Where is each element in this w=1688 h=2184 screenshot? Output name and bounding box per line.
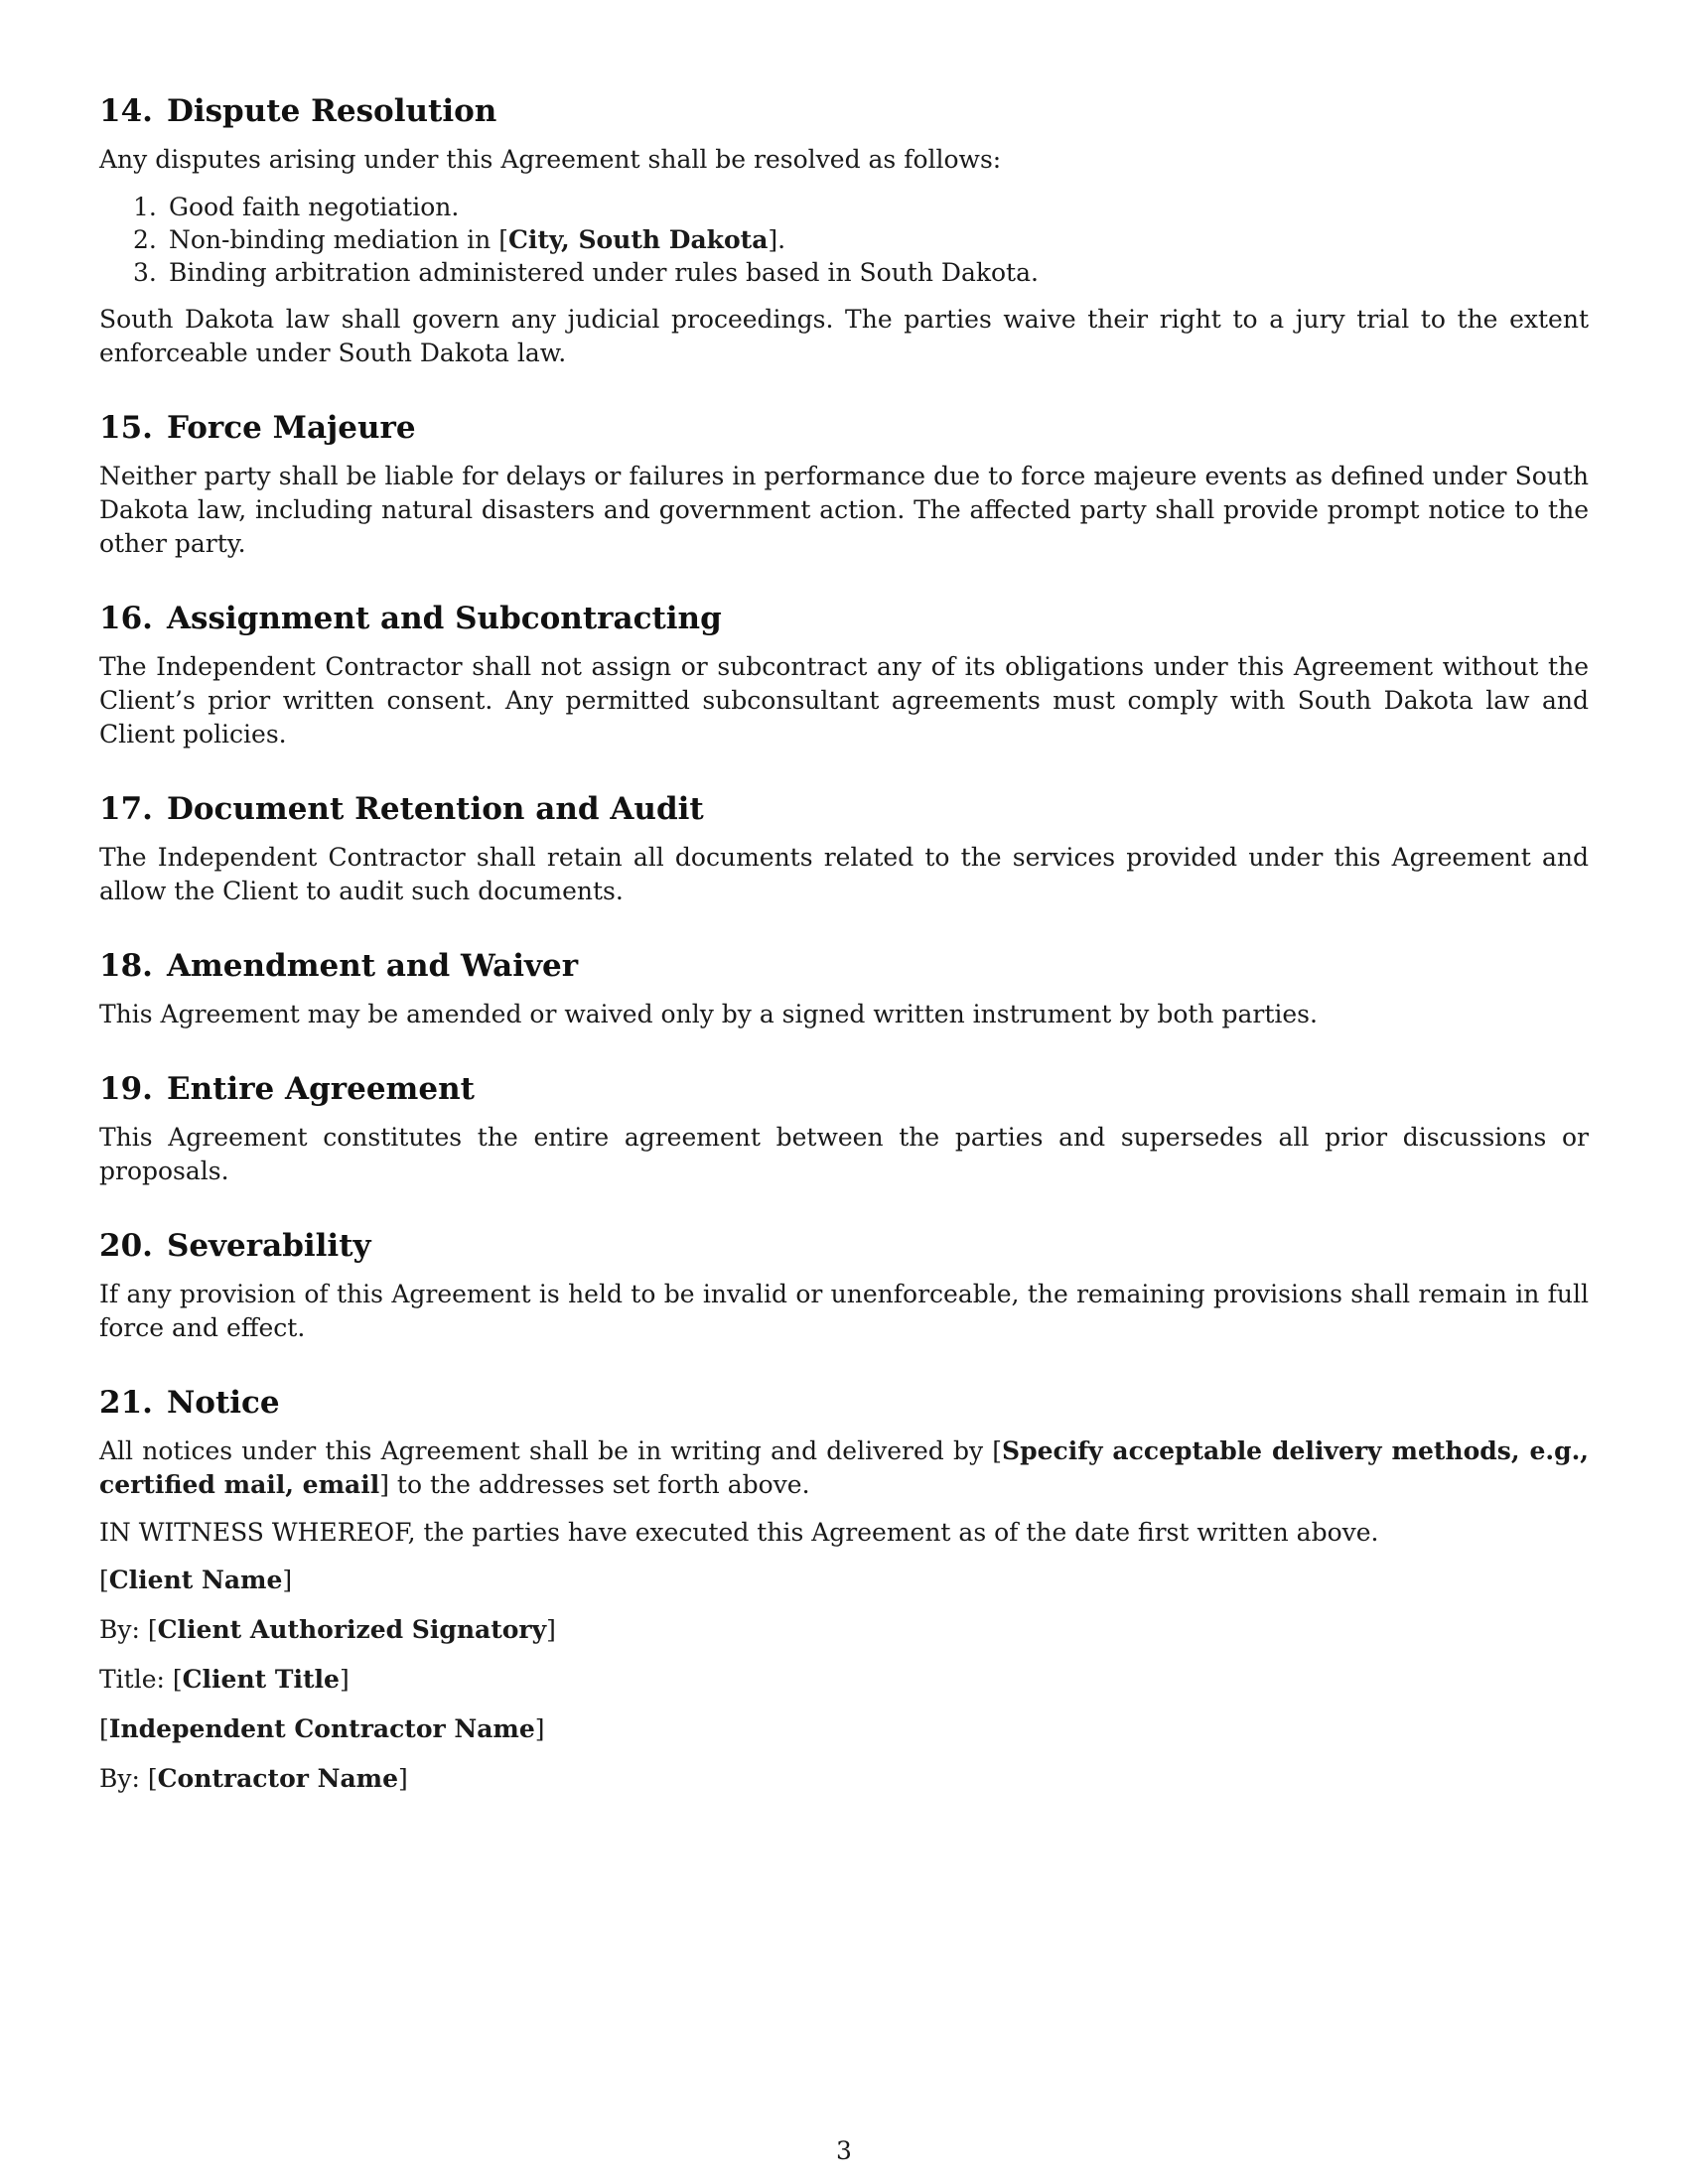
document-page [99, 91, 1589, 1812]
section-title: Notice [166, 1385, 280, 1421]
placeholder-contractor-name: Independent Contractor Name [108, 1714, 535, 1743]
list-item [133, 191, 1589, 223]
section-heading [99, 789, 1589, 829]
list-item-text-prefix: Non-binding mediation in [ [169, 225, 508, 254]
list-item-text: Binding arbitration administered under rules based in South Dakota. [169, 258, 1039, 287]
section-title: Dispute Resolution [166, 93, 497, 129]
section-heading [99, 1383, 1589, 1423]
list-item-text-suffix: ]. [768, 225, 786, 254]
placeholder-client-signatory: Client Authorized Signatory [157, 1615, 547, 1644]
section-title: Amendment and Waiver [166, 948, 579, 984]
section-body: Neither party shall be liable for delays or failures in performance due to force majeure events as defined under South Dakota law, including natural disasters and government action. The affected party shall provide prompt notice to the other party. [99, 462, 1589, 558]
section-body: The Independent Contractor shall not assign or subcontract any of its obligations under this Agreement without the Client’s prior written consent. Any permitted subconsultant agreements must comply with South Dakota law and Client policies. [99, 652, 1589, 749]
dispute-steps-list [99, 191, 1589, 289]
list-marker: 3. [133, 258, 157, 287]
by-label: By: [99, 1764, 148, 1793]
list-item-text: Good faith negotiation. [169, 193, 460, 221]
section-body [99, 1434, 1589, 1502]
section-number: 21. [99, 1385, 153, 1421]
list-marker: 2. [133, 225, 157, 254]
section-title: Document Retention and Audit [166, 791, 704, 827]
section-heading [99, 599, 1589, 638]
section-heading [99, 1226, 1589, 1266]
section-heading [99, 91, 1589, 131]
notice-text-suffix: ] to the addresses set forth above. [379, 1470, 810, 1499]
section-notice [99, 1383, 1589, 1550]
section-number: 15. [99, 410, 153, 446]
section-heading [99, 1069, 1589, 1109]
section-title: Entire Agreement [166, 1071, 475, 1107]
section-number: 20. [99, 1228, 153, 1264]
by-label: By: [99, 1615, 148, 1644]
notice-text-prefix: All notices under this Agreement shall be in writing and delivered by [ [99, 1436, 1003, 1465]
placeholder-client-name: Client Name [108, 1566, 283, 1594]
client-by-line: By: [Client Authorized Signatory] [99, 1615, 556, 1644]
section-body: If any provision of this Agreement is held to be invalid or unenforceable, the remaining provisions shall remain in full force and effect. [99, 1280, 1589, 1342]
section-heading [99, 946, 1589, 986]
contractor-name-line: [Independent Contractor Name] [99, 1714, 545, 1743]
section-title: Force Majeure [166, 410, 416, 446]
placeholder-contractor-signatory: Contractor Name [157, 1764, 399, 1793]
section-intro: Any disputes arising under this Agreement shall be resolved as follows: [99, 145, 1002, 174]
section-body: This Agreement may be amended or waived only by a signed written instrument by both parties. [99, 1000, 1318, 1028]
witness-statement: IN WITNESS WHEREOF, the parties have executed this Agreement as of the date first written above. [99, 1518, 1379, 1547]
section-number: 14. [99, 93, 153, 129]
signature-block [99, 1564, 1589, 1796]
section-heading [99, 408, 1589, 448]
section-entire-agreement [99, 1069, 1589, 1188]
section-force-majeure [99, 408, 1589, 561]
list-item [133, 256, 1589, 289]
section-title: Severability [166, 1228, 371, 1264]
list-item [133, 223, 1589, 256]
section-number: 16. [99, 601, 153, 636]
placeholder-city: City, South Dakota [507, 225, 769, 254]
section-amendment [99, 946, 1589, 1031]
title-label: Title: [99, 1665, 173, 1694]
client-title-line: Title: [Client Title] [99, 1665, 350, 1694]
section-number: 19. [99, 1071, 153, 1107]
section-body: This Agreement constitutes the entire agreement between the parties and supersedes all prior discussions or proposals. [99, 1123, 1589, 1185]
section-title: Assignment and Subcontracting [166, 601, 722, 636]
section-severability [99, 1226, 1589, 1345]
section-dispute-resolution [99, 91, 1589, 370]
client-name-line: [Client Name] [99, 1566, 293, 1594]
section-document-retention [99, 789, 1589, 908]
contractor-by-line: By: [Contractor Name] [99, 1764, 408, 1793]
section-number: 17. [99, 791, 153, 827]
section-closing: South Dakota law shall govern any judicial proceedings. The parties waive their right to a jury trial to the extent enforceable under South Dakota law. [99, 305, 1589, 367]
placeholder-delivery-methods: Specify acceptable delivery methods, e.g., certified mail, email [99, 1436, 1589, 1499]
placeholder-client-title: Client Title [182, 1665, 340, 1694]
list-marker: 1. [133, 193, 157, 221]
page-number: 3 [836, 2136, 852, 2165]
section-assignment [99, 599, 1589, 751]
section-body: The Independent Contractor shall retain all documents related to the services provided under this Agreement and allow the Client to audit such documents. [99, 843, 1589, 905]
section-number: 18. [99, 948, 153, 984]
